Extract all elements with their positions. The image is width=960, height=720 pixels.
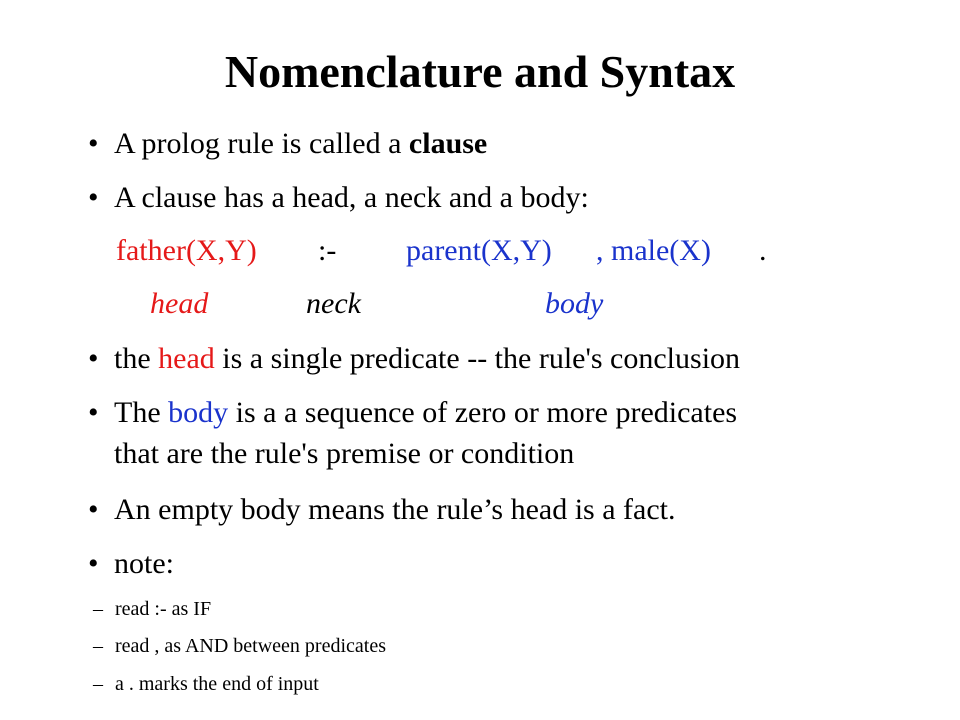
bullet-icon: • — [88, 127, 99, 160]
bullet-note — [88, 546, 174, 582]
bullet-body-definition — [88, 395, 737, 431]
label-head: head — [150, 287, 209, 320]
bullet-text: the — [114, 342, 159, 375]
dash-icon: – — [93, 673, 103, 695]
bullet-icon: • — [88, 396, 99, 429]
bullet-text: that are the rule's premise or condition — [114, 437, 575, 470]
bullet-icon: • — [88, 181, 99, 214]
example-period: . — [759, 234, 767, 267]
bullet-icon: • — [88, 493, 99, 526]
label-body: body — [545, 287, 604, 320]
note-item — [93, 633, 386, 659]
bullet-text: An empty body means the rule’s head is a fact. — [114, 493, 676, 526]
note-text: read :- as IF — [115, 598, 212, 620]
term-head: head — [158, 342, 215, 375]
example-neck: :- — [318, 234, 337, 267]
bullet-text: note: — [114, 547, 174, 580]
bullet-icon: • — [88, 342, 99, 375]
bullet-clause-parts — [88, 180, 589, 216]
slide-title: Nomenclature and Syntax — [224, 46, 736, 97]
bullet-clause — [88, 126, 487, 162]
dash-icon: – — [93, 598, 103, 620]
example-head: father(X,Y) — [116, 234, 257, 267]
bold-term-clause: clause — [408, 127, 488, 160]
example-body: parent(X,Y) — [406, 234, 552, 267]
term-body: body — [168, 396, 229, 429]
bullet-text: A clause has a head, a neck and a body: — [114, 181, 589, 214]
bullet-body-definition-continued — [88, 436, 574, 472]
example-body-rest: , male(X) — [596, 234, 711, 267]
note-text: a . marks the end of input — [115, 673, 319, 695]
note-text: read , as AND between predicates — [115, 635, 386, 657]
dash-icon: – — [93, 635, 103, 657]
bullet-text: The — [114, 396, 169, 429]
bullet-text: is a single predicate -- the rule's conclusion — [214, 342, 741, 375]
label-neck: neck — [306, 287, 361, 320]
bullet-text: is a a sequence of zero or more predicates — [228, 396, 738, 429]
bullet-empty-body — [88, 492, 676, 528]
note-item — [93, 596, 211, 622]
bullet-head-definition — [88, 341, 740, 377]
bullet-icon: • — [88, 547, 99, 580]
bullet-text: A prolog rule is called a — [114, 127, 409, 160]
note-item — [93, 671, 319, 697]
